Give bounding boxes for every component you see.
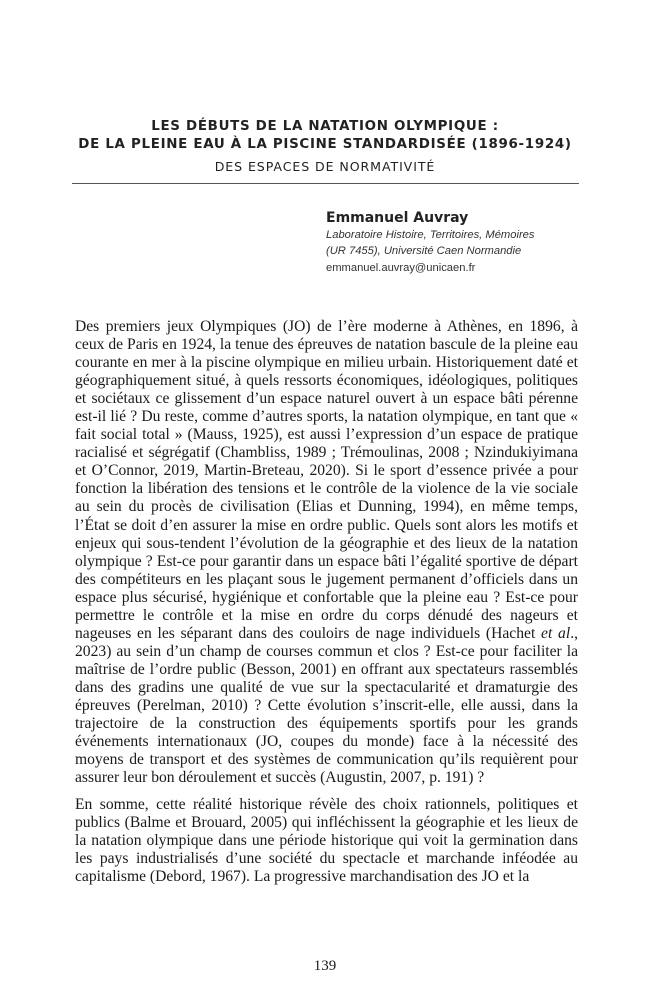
author-name: Emmanuel Auvray — [326, 210, 469, 226]
paragraph-1-text-start: Des premiers jeux Olympiques (JO) de l’ère moderne à Athènes, en 1896, à ceux de Paris en 1924, la tenue des épreuves de natation bascule de la pleine eau courante en mer à la piscine olympique en milieu urbain. Historiquement daté et géographiquement situé, à quels ressorts économiques, idéologiques, politiques et sociétaux ce glissement d’un espace naturel ouvert à un espace bâti pérenne est-il lié ? Du reste, comme d’autres sports, la natation olympique, en tant que « fait social total » (Mauss, 1925), est aussi l’expression d’un espace de pratique racialisé et ségrégatif (Chambliss, 1989 ; Trémoulinas, 2008 ; Nzindukiyimana et O’Connor, 2019, Martin-Breteau, 2020). Si le sport d’essence privée a pour fonction la libération des tensions et le contrôle de la violence de la vie sociale au sein du procès de civilisation (Elias et Dunning, 1994), en même temps, l’État se doit d’en assurer la mise en ordre public. Quels sont alors les motifs et enjeux qui sous-tendent l’évolution de la géographie et des lieux de la natation olympique ? Est-ce pour garantir dans un espace bâti l’égalité sportive de départ des compétiteurs en les plaçant sous le jugement permanent d’officiels dans un espace plus sécurisé, hygiénique et confortable que la pleine eau ? Est-ce pour permettre le contrôle et la mise en ordre du corps dénudé des nageurs et nageuses en les séparant dans des couloirs de nage individuels (Hachet — [75, 318, 578, 642]
article-body — [75, 318, 578, 886]
header-divider — [72, 183, 579, 184]
author-block — [326, 209, 586, 276]
page-number: 139 — [313, 958, 337, 974]
author-affiliation-line-2: (UR 7455), Université Caen Normandie — [326, 245, 522, 257]
article-subtitle: DES ESPACES DE NORMATIVITÉ — [214, 159, 436, 174]
article-header — [72, 118, 578, 176]
article-title-line-2: DE LA PLEINE EAU À LA PISCINE STANDARDISÉE (1896-1924) — [78, 137, 572, 152]
body-paragraph-1 — [75, 318, 578, 787]
author-email: emmanuel.auvray@unicaen.fr — [326, 262, 476, 274]
body-paragraph-2: En somme, cette réalité historique révèle des choix rationnels, politiques et publics (Balme et Brouard, 2005) qui infléchissent la géographie et les lieux de la natation olympique dans une période historique qui voit la germination dans les pays industrialisés d’une société du spectacle et marchande inféodée au capitalisme (Debord, 1967). La progressive marchandisation des JO et la — [75, 796, 578, 886]
author-affiliation-line-1: Laboratoire Histoire, Territoires, Mémoires — [326, 229, 535, 241]
paragraph-1-text-end: ., 2023) au sein d’un champ de courses commun et clos ? Est-ce pour faciliter la maîtrise de l’ordre public (Besson, 2001) en offrant aux spectateurs rassemblés dans des gradins une qualité de vue sur la spectacularité et dramaturgie des épreuves (Perelman, 2010) ? Cette évolution s’inscrit-elle, elle aussi, dans la trajectoire de la construction des équipements sportifs pour les grands événements internationaux (JO, coupes du monde) face à la nécessité des moyens de transport et des systèmes de communication qu’ils requièrent pour assurer leur bon déroulement et succès (Augustin, 2007, p. 191) ? — [75, 624, 578, 787]
paragraph-1-italic-et-al: et al — [541, 624, 571, 642]
article-title-line-1: LES DÉBUTS DE LA NATATION OLYMPIQUE : — [151, 119, 499, 134]
